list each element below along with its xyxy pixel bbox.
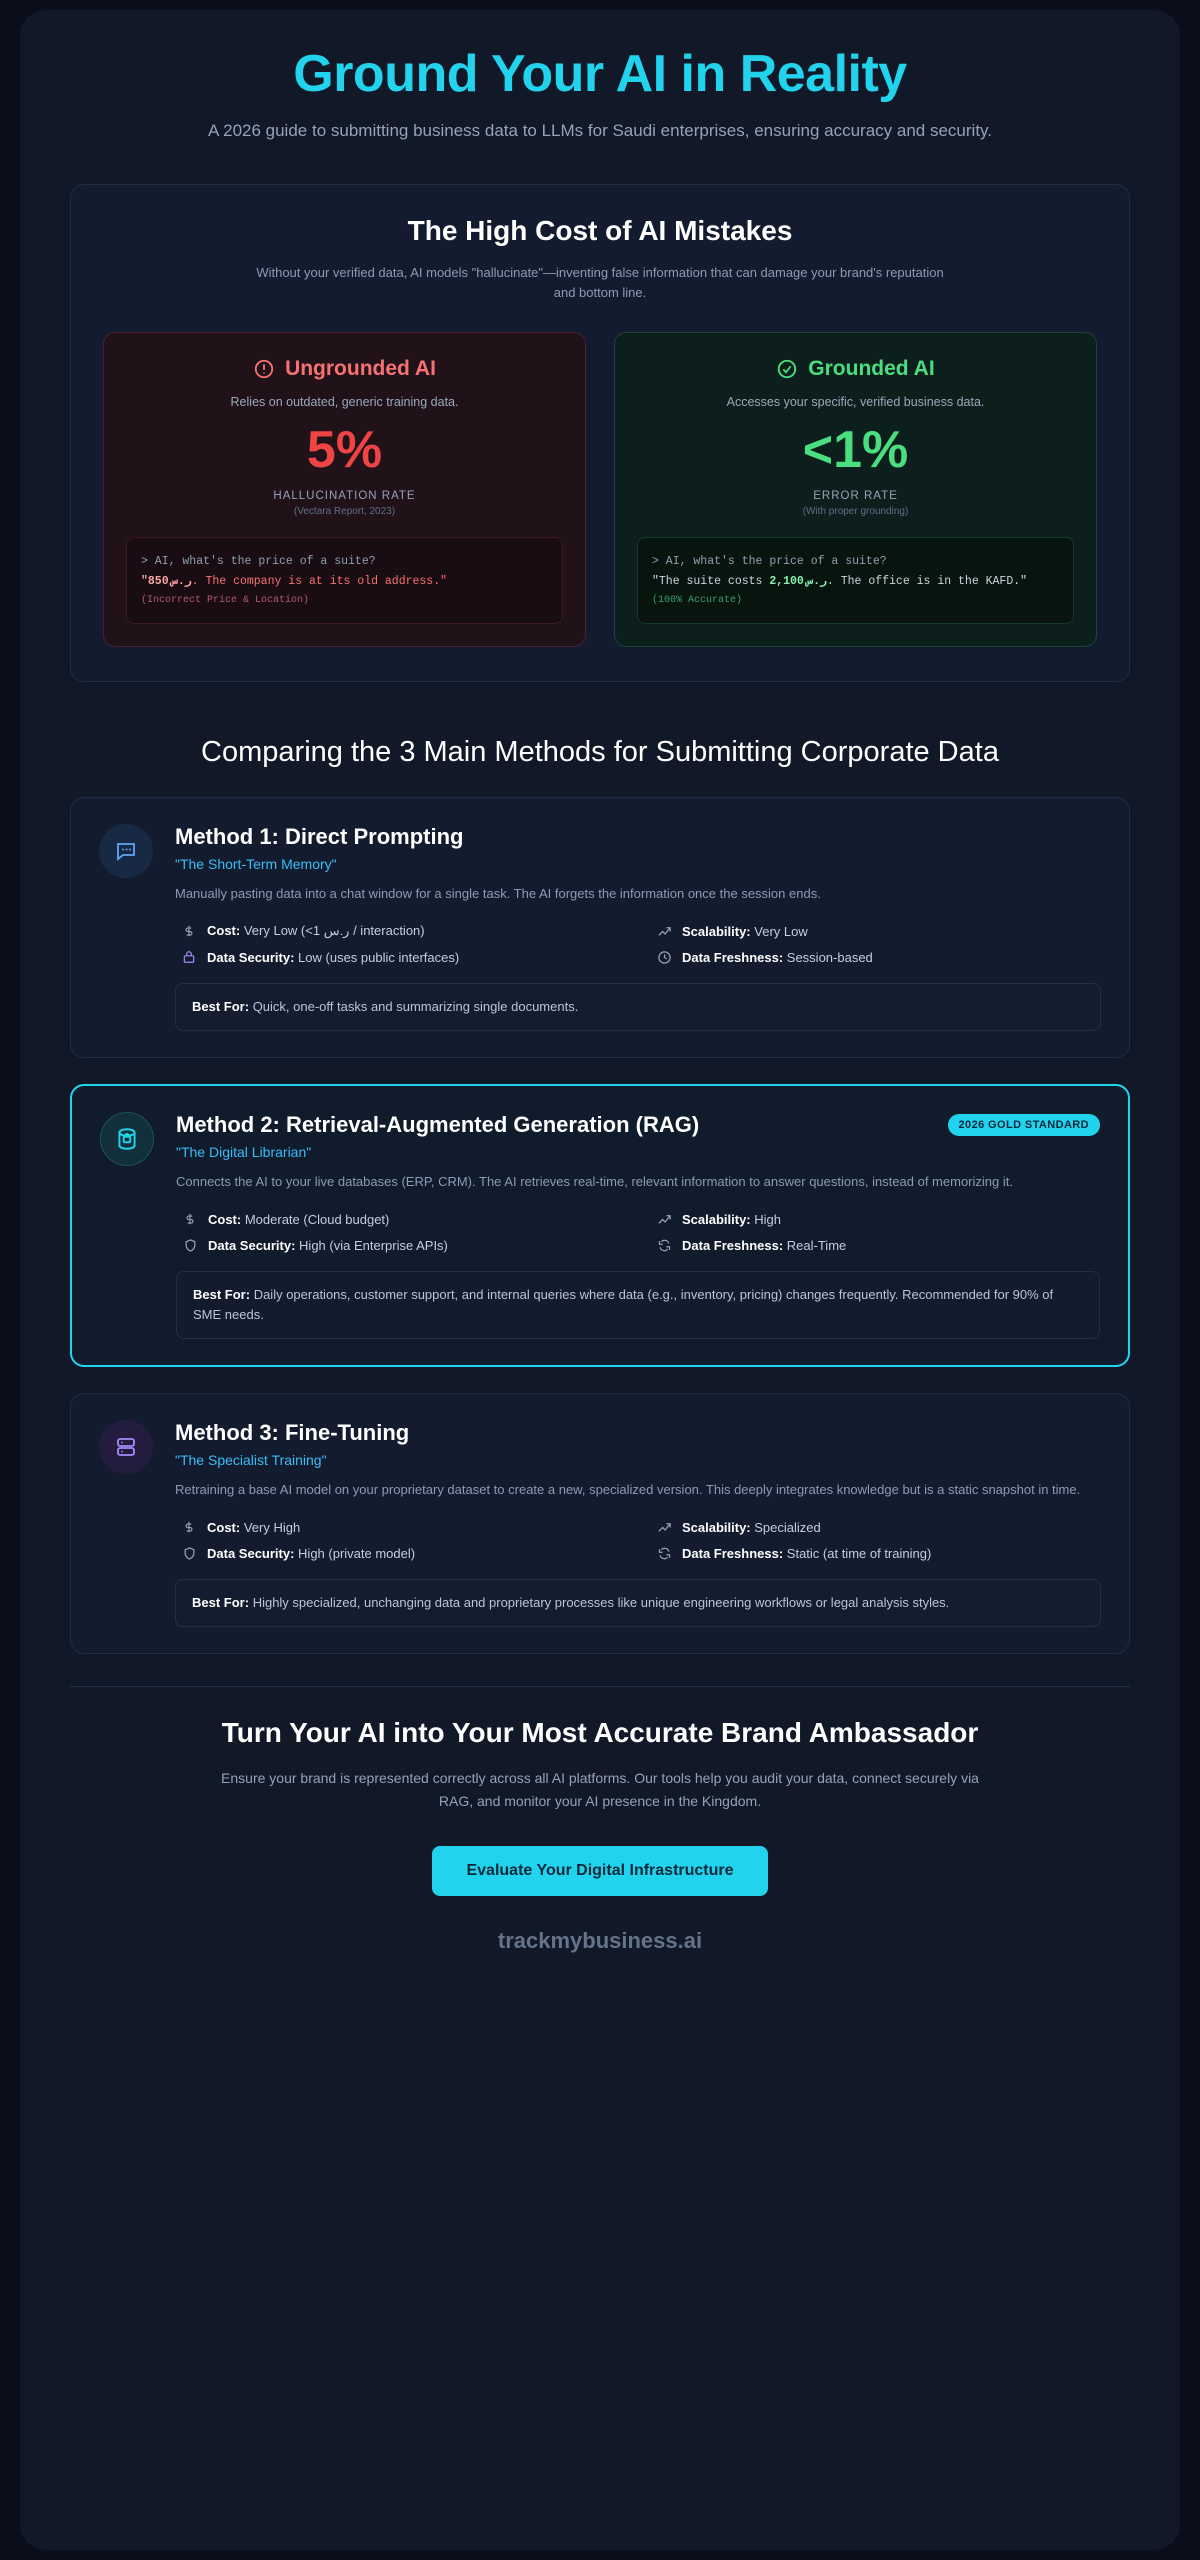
ungrounded-answer-price: "850 — [141, 574, 169, 588]
method-cost — [181, 923, 626, 939]
cost-value: Very Low (<1 ر.س / interaction) — [243, 923, 425, 939]
ungrounded-metric-label: HALLUCINATION RATE — [273, 489, 416, 502]
cta-description: Ensure your brand is represented correctly across all AI platforms. Our tools help you audit your data, connect securely via RAG, and monitor your AI presence in the Kingdom. — [221, 1770, 979, 1809]
comparison-title: Comparing the 3 Main Methods for Submitting Corporate Data — [201, 736, 999, 769]
method-freshness — [656, 1237, 1100, 1253]
method-scalability — [656, 1211, 1100, 1227]
grounded-desc: Accesses your specific, verified business data. — [726, 395, 985, 410]
shield-icon — [181, 1545, 197, 1561]
shield-icon — [182, 1237, 198, 1253]
trending-up-icon — [656, 1211, 672, 1227]
lock-icon — [181, 949, 197, 965]
method-cost — [182, 1211, 626, 1227]
grounded-answer-pre: "The suite costs — [652, 574, 770, 588]
page-title: Ground Your AI in Reality — [293, 45, 907, 103]
method-card-direct-prompting — [70, 797, 1130, 1058]
ungrounded-answer-currency: ر.س — [168, 574, 192, 588]
freshness-value: Real-Time — [786, 1237, 847, 1253]
security-label: Data Security: — [207, 949, 295, 965]
cost-of-mistakes-panel — [70, 184, 1130, 683]
security-value: Low (uses public interfaces) — [298, 949, 460, 965]
ungrounded-answer-tag: (Incorrect Price & Location) — [141, 594, 310, 606]
grounded-title: Grounded AI — [808, 357, 935, 381]
method-description: Manually pasting data into a chat window for a single task. The AI forgets the information once the session ends. — [175, 886, 821, 902]
method-nickname: "The Digital Librarian" — [176, 1144, 312, 1161]
cost-value: Moderate (Cloud budget) — [244, 1211, 390, 1227]
cta-section — [70, 1717, 1130, 1954]
currency-icon — [181, 923, 197, 939]
cost-label: Cost: — [207, 923, 241, 939]
divider — [70, 1686, 1130, 1687]
scalability-label: Scalability: — [682, 1519, 751, 1535]
grounded-answer-tag: (100% Accurate) — [652, 594, 743, 606]
method-scalability — [656, 923, 1101, 939]
grounded-answer-rest: . The office is in the KAFD." — [826, 574, 1028, 588]
method-description: Retraining a base AI model on your proprietary dataset to create a new, specialized version. This deeply integrates knowledge but is a static snapshot in time. — [175, 1482, 1081, 1498]
grounded-prompt: > AI, what's the price of a suite? — [652, 554, 887, 568]
method-cost — [181, 1519, 626, 1535]
method-best-for — [176, 1271, 1100, 1339]
hero-section — [70, 44, 1130, 144]
evaluate-infrastructure-button[interactable]: Evaluate Your Digital Infrastructure — [432, 1846, 767, 1896]
best-for-value: Quick, one-off tasks and summarizing single documents. — [252, 999, 579, 1015]
grounded-answer-currency: ر.س — [803, 574, 827, 588]
security-value: High (via Enterprise APIs) — [299, 1237, 448, 1253]
best-for-label: Best For: — [193, 1287, 251, 1303]
page-subtitle: A 2026 guide to submitting business data to LLMs for Saudi enterprises, ensuring accuracy and security. — [207, 121, 993, 140]
alert-circle-icon — [253, 358, 275, 380]
scalability-value: High — [754, 1211, 782, 1227]
freshness-label: Data Freshness: — [682, 1545, 784, 1561]
freshness-value: Static (at time of training) — [786, 1545, 932, 1561]
scalability-label: Scalability: — [682, 1211, 751, 1227]
method-title: Method 1: Direct Prompting — [175, 824, 464, 850]
clock-icon — [656, 949, 672, 965]
grounded-answer-price: 2,100 — [769, 574, 804, 588]
method-best-for — [175, 983, 1101, 1031]
refresh-icon — [656, 1545, 672, 1561]
method-title: Method 3: Fine-Tuning — [175, 1420, 410, 1446]
security-label: Data Security: — [208, 1237, 296, 1253]
cta-title: Turn Your AI into Your Most Accurate Brand Ambassador — [221, 1717, 979, 1749]
database-lock-icon — [100, 1112, 154, 1166]
freshness-value: Session-based — [786, 949, 873, 965]
security-label: Data Security: — [207, 1545, 295, 1561]
grounded-ai-card — [614, 332, 1097, 647]
ungrounded-terminal — [126, 537, 563, 625]
method-card-rag — [70, 1084, 1130, 1367]
best-for-label: Best For: — [192, 1595, 250, 1611]
trending-up-icon — [656, 1519, 672, 1535]
method-security — [181, 1545, 626, 1561]
freshness-label: Data Freshness: — [682, 1237, 784, 1253]
cost-panel-subtitle: Without your verified data, AI models "hallucinate"—inventing false information that can damage your brand's reputation and bottom line. — [256, 264, 944, 301]
method-scalability — [656, 1519, 1101, 1535]
trending-up-icon — [656, 923, 672, 939]
check-circle-icon — [776, 358, 798, 380]
scalability-value: Specialized — [754, 1519, 821, 1535]
cost-label: Cost: — [208, 1211, 242, 1227]
method-freshness — [656, 1545, 1101, 1561]
brand-footer: trackmybusiness.ai — [497, 1928, 703, 1954]
grounded-value: <1% — [802, 421, 909, 480]
freshness-label: Data Freshness: — [682, 949, 784, 965]
scalability-label: Scalability: — [682, 923, 751, 939]
method-card-fine-tuning — [70, 1393, 1130, 1654]
status-badge: 2026 GOLD STANDARD — [948, 1114, 1100, 1136]
ungrounded-value: 5% — [306, 421, 383, 480]
best-for-value: Daily operations, customer support, and internal queries where data (e.g., inventory, pricing) changes frequently. Recommended for 90% of SME needs. — [193, 1287, 1054, 1323]
best-for-value: Highly specialized, unchanging data and proprietary processes like unique engineering workflows or legal analysis styles. — [252, 1595, 950, 1611]
chat-bubble-icon — [99, 824, 153, 878]
grounded-metric-label: ERROR RATE — [813, 489, 898, 502]
method-best-for — [175, 1579, 1101, 1627]
cost-panel-title: The High Cost of AI Mistakes — [407, 214, 793, 246]
method-security — [181, 949, 626, 965]
method-security — [182, 1237, 626, 1253]
best-for-label: Best For: — [192, 999, 250, 1015]
ungrounded-answer-rest: . The company is at its old address." — [191, 574, 448, 588]
currency-icon — [182, 1211, 198, 1227]
method-nickname: "The Short-Term Memory" — [175, 856, 337, 873]
method-nickname: "The Specialist Training" — [175, 1452, 327, 1469]
method-description: Connects the AI to your live databases (ERP, CRM). The AI retrieves real-time, relevant information to answer questions, instead of memorizing it. — [176, 1174, 1013, 1190]
ungrounded-title: Ungrounded AI — [285, 357, 436, 381]
server-icon — [99, 1420, 153, 1474]
ungrounded-prompt: > AI, what's the price of a suite? — [141, 554, 376, 568]
method-title: Method 2: Retrieval-Augmented Generation (RAG) — [176, 1112, 700, 1138]
ungrounded-metric-note: (Vectara Report, 2023) — [293, 505, 396, 517]
infographic-page — [20, 10, 1180, 2550]
cost-value: Very High — [243, 1519, 301, 1535]
refresh-icon — [656, 1237, 672, 1253]
ungrounded-desc: Relies on outdated, generic training data. — [230, 395, 459, 410]
scalability-value: Very Low — [754, 923, 808, 939]
grounded-terminal — [637, 537, 1074, 625]
method-freshness — [656, 949, 1101, 965]
ungrounded-ai-card — [103, 332, 586, 647]
currency-icon — [181, 1519, 197, 1535]
cost-label: Cost: — [207, 1519, 241, 1535]
grounded-metric-note: (With proper grounding) — [802, 505, 909, 517]
security-value: High (private model) — [298, 1545, 416, 1561]
